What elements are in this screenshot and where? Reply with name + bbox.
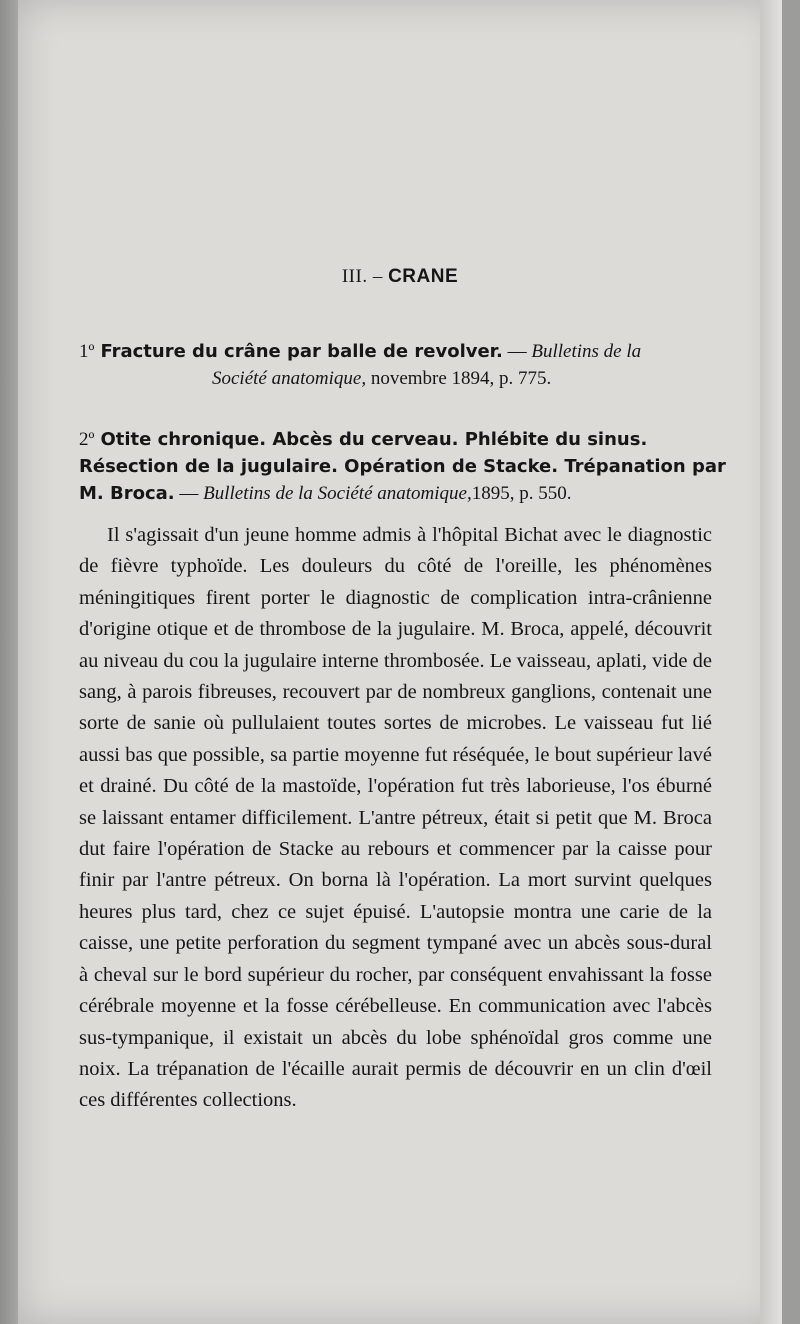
entry-details: 1895, p. 550. (471, 483, 572, 504)
body-paragraph: Il s'agissait d'un jeune homme admis à l'hôpital Bichat avec le diagnostic de fièvre typhoïde. Les douleurs du côté de l'oreille, les phénomènes méningitiques firent porter le diagnostic de complication intra-crânienne d'origine otique et de thrombose de la jugulaire. M. Broca, appelé, découvrit au niveau du cou la jugulaire interne thrombosée. Le vaisseau, aplati, vide de sang, à parois fibreuses, recouvert par de nombreux ganglions, contenait une sorte de sanie où pullulaient toutes sortes de microbes. Le vaisseau fut lié aussi bas que possible, sa partie moyenne fut réséquée, le bout supérieur lavé et drainé. Du côté de la mastoïde, l'opération fut très laborieuse, l'os éburné se laissant entamer difficilement. L'antre pétreux, était si petit que M. Broca dut faire l'opération de Stacke au rebours et commencer par la caisse pour finir par l'antre pétreux. On borna là l'opération. La mort survint quelques heures plus tard, chez ce sujet épuisé. L'autopsie montra une carie de la caisse, une petite perforation du segment tympané avec un abcès sous-dural à cheval sur le bord supérieur du rocher, par conséquent envahissant la fosse cérébrale moyenne et la fosse cérébelleuse. En communication avec l'abcès sus-tympanique, il existait un abcès du lobe sphénoïdal gros comme une noix. La trépanation de l'écaille aurait permis de découvrir en un clin d'œil ces différentes collections. (79, 524, 712, 1112)
entry-separator: — (502, 341, 532, 362)
section-heading (0, 266, 800, 288)
bibliography-entry-1 (79, 338, 739, 392)
entry-number: 2º (79, 429, 95, 450)
entry-title: Otite chronique. Abcès du cerveau. Phlébite du sinus. Résection de la jugulaire. Opération de Stacke. Trépanation par M. Broca. (79, 429, 726, 504)
entry-details: novembre 1894, p. 775. (366, 368, 552, 389)
section-number: III. (341, 266, 368, 287)
entry-journal: Bulletins de la Société anatomique, (203, 483, 472, 504)
page-gutter-shadow (0, 0, 18, 1324)
entry-title: Fracture du crâne par balle de revolver. (100, 341, 503, 362)
entry-journal-continued: Société anatomique, (212, 368, 367, 389)
section-title: CRANE (388, 266, 459, 287)
entry-journal: Bulletins de la (531, 341, 642, 362)
page-edge (760, 0, 782, 1324)
entry-number: 1º (79, 341, 95, 362)
bibliography-entry-2 (79, 426, 739, 507)
entry-separator: — (174, 483, 204, 504)
section-dash: – (367, 266, 389, 287)
